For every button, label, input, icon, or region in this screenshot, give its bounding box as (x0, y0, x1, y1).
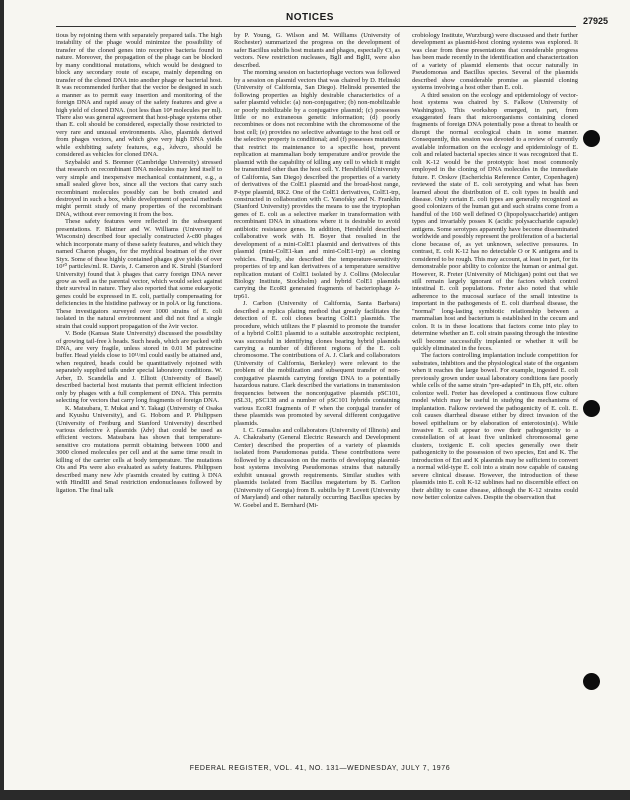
paragraph: by P. Young, G. Wilson and M. Williams (University of Rochester) summarized the progress on the development of safer Bacillus subtilis host mutants and phages, especially ¢3, as vectors. New restriction nucleases, BglI and BglII, were also described. (234, 32, 400, 69)
punch-hole (583, 673, 600, 690)
paragraph: crobiology Institute, Wurzburg) were discussed and their further development as plasmid-host cloning systems was explored. It was clear from these presentations that considerable progress has been made recently in the identification and characterization of a variety of plasmid elements that occur naturally in Pseudomonas and Bacillus species. Several of the plasmids described show considerable promise as plasmid cloning systems involving a host other than E. coli. (412, 32, 578, 92)
page-footer: FEDERAL REGISTER, VOL. 41, NO. 131—WEDNESDAY, JULY 7, 1976 (189, 765, 451, 772)
section-title: NOTICES (286, 12, 334, 23)
scan-edge-left (0, 0, 4, 800)
paragraph: V. Bode (Kansas State University) discussed the possibility of growing tail-free λ heads. Such heads, which are packed with DNA, are very fragile, unless stored in 0.01 M putrescine buffer. Head yields close to 10¹¹/ml could easily be attained and, when required, heads could be quantitatively rejoined with separately supplied tails under special laboratory conditions. W. Arber, D. Scandella and J. Elliott (University of Basel) described bacterial host mutants that permit efficient infection only by phages with a full complement of DNA. This permits selecting for vectors that carry long fragments of foreign DNA. (56, 330, 222, 405)
paragraph: These safety features were reflected in the subsequent presentations. F. Blattner and W. Williams (University of Wisconsin) described four specially constructed λ-c80 phages which incorporate many of these safety features, and which they named Charon phages, for the mythical boatman of the river Styx. Some of these highly contained phages give yields of over 10¹⁰ particles/ml. R. Davis, J. Cameron and K. Struhl (Stanford University) found that λ phages that carry foreign DNA never grow as well as the parental vector, which would select against their survival in nature. They also reported that some eukaryotic genes could be expressed in E. coli, partially compensating for deficiencies in the histidine pathway or in polA or lig functions. These investigators surveyed over 1000 strains of E. coli isolated in the natural environment and did not find a single strain that could support propagation of the λvir vector. (56, 218, 222, 330)
punch-hole (583, 130, 600, 147)
header-rule (56, 26, 576, 27)
page-number: 27925 (582, 16, 608, 26)
paragraph: J. Carbon (University of California, Santa Barbara) described a replica plating method that greatly facilitates the detection of E. coli clones bearing ColE1 plasmids. The procedure, which utilizes the F plasmid to promote the transfer of a hybrid ColE1 plasmid to a suitable auxotrophic recipient, was successful in identifying clones bearing hybrid plasmids carrying a number of different regions of the E. coli chromosome. The contributions of A. J. Clark and collaborators (University of California, Berkeley) were relevant to the problem of the mobilization and subsequent transfer of non-conjugative plasmids carrying foreign DNA to a potentially hazardous nature. Clark described the variations in transmission frequencies between the nonconjugative plasmids pSC101, pSL31, pSC138 and a number of pSC101 hybrids containing various EcoRI fragments of F when the conjugal transfer of these plasmids was promoted by several different conjugative plasmids. (234, 300, 400, 427)
page-header (56, 12, 608, 26)
punch-hole (583, 400, 600, 417)
paragraph: I. C. Gunsalus and collaborators (University of Illinois) and A. Chakrabarty (General Electric Research and Development Center) described the properties of a variety of plasmids isolated from Pseudomonas putida. These contributions were followed by a discussion on the merits of developing plasmid-host systems involving Pseudomonas strains that naturally exhibit unusual growth requirements. Similar studies with plasmids isolated from Bacillus megaterium by B. Carlton (University of Georgia) from B. subtilis by P. Lovett (University of Maryland) and other naturally occurring Bacillus species by W. Goebel and E. Bernhard (Mi- (234, 427, 400, 509)
paragraph: A third session on the ecology and epidemiology of vector-host systems was chaired by S. Falkow (University of Washington). This workshop emerged, in part, from exaggerated fears that microorganisms containing cloned fragments of foreign DNA potentially pose a threat to health or disrupt the normal ecological chain in some manner. Consequently, this session was devoted to a review of currently available information on the ecology and epidemiology of E. coli and related bacterial species since it was recognized that E. coli K-12 would be the prototypic host most commonly employed in the cloning of DNA molecules in the immediate future. F. Orskov (Escherichia Reference Center, Copenhagen) reviewed the state of E. coli serotyping and what has been learned about the distribution of E. coli types in health and disease. Only certain E. coli types are generally recognized as good colonizers of the human gut and such strains come from a handful of the 160 well defined O (lipopolysaccharide) antigen types and invariably posses K (acidic polysaccharide capsule) antigens. Some serotypes apparently have become disseminated worldwide and possibly represent the proliferation of a bacterial clone because of, as yet unknown, selective pressures. In contrast, E. coli K-12 has no detectable O or K antigens and is considered to be rough. This may account, at least in part, for its demonstrable poor ability to colonize the human or animal gut. However, R. Freter (University of Michigan) point out that we still remain largely ignorant of the factors which control intestinal E. coli populations. Freter also noted that while adherence to the mucosal surface of the small intestine is important in the pathogenesis of E. coli diarrheal disease, the "normal" long-lasting symbiotic relationship between a mammalian host and bacterium is established in the cecum and colon. It is in these locations that factors come into play to determine whether an E. coli strain passing through the intestine will become successfully implanted or whether it will be quickly eliminated in the feces. (412, 91, 578, 353)
column-3 (412, 32, 578, 738)
scan-edge-bottom (0, 790, 630, 800)
paragraph: The morning session on bacteriophage vectors was followed by a session on plasmid vectors that was chaired by D. Helinski (University of California, San Diego). Helinski presented the following properties as highly desirable characteristics of a safer plasmid vehicle: (a) non-conjugative; (b) non-mobilizable or poorly mobilizable by a conjugative plasmid; (c) possesses little or no extraneous genetic information; (d) poorly recombines or does not recombine with the chromosome of the host cell; (e) provides no selective advantage to the host cell or the selective property is conditional; and (f) possesses mutations that restrict its maintenance to a specific host, prevent replication at mammalian body temperature and/or provide the plasmid with the capability of killing any cell to which it might be transmitted other than the host cell. Y. Hershfield (University of California, San Diego) described the properties of a variety of derivatives of the ColE1 plasmid and the broad-host range, P-type plasmid, RK2. One of the ColE1 derivatives, ColE1-trp, constructed in collaboration with C. Yanofsky and N. Franklin (Stanford University) provides the means to use the tryptophan genes of E. coli as a selective marker in transformation with recombinant DNA in situations where it is desirable to avoid antibiotic resistance genes. In addition, Hershfield described collaborative work with H. Boyer that resulted in the development of a mini-ColE1 plasmid and derivatives of this plasmid (mini-ColE1-kan and mini-ColE1-trp) as cloning vehicles. Finally, she described the temperature-sensitivity properties of trp and kan derivatives of a temperature sensitive replication mutant of ColE1 isolated by J. Collins (Molecular Biology Institute, Stockholm) and hybrid ColE1 plasmids carrying the EcoRI generated fragments of bacteriophage λ-trp61. (234, 69, 400, 300)
column-2 (234, 32, 400, 738)
text-columns (56, 32, 584, 738)
paragraph: tious by rejoining them with separately prepared tails. The high instability of the phage would minimize the possibility of transfer of the cloned genes into receptive bacteria found in nature. Moreover, the propagation of the phage can be blocked by many conditional mutations, which would be designed to block any secondary route of escape, mainly depending on transfer of the cloned DNA into another phage or bacterial host. It was recommended further that the vector be designed in such a manner as to permit easy insertion and monitoring of the foreign DNA and rapid assay of the safety features and give a high yield of cloned DNA. (not less than 10⁸ molecules per ml). There also was general agreement that host-phage systems other than E. coli should be considered, especially those restricted to very rare and unusual environments. Also, plasmids derived from phages vectors, and which give very high DNA yields while exhibiting safety features, e.g., λdvcro, should be considered as vehicles for cloned DNA. (56, 32, 222, 159)
paragraph: K. Matsubara, T. Mukai and Y. Takagi (University of Osaka and Kyushu University), and G. Hobom and P. Philippsen (University of Freiburg and Stanford University) described various defective λ plasmids (λdv) that could be used as efficient vectors. Matsubara has shown that temperature-sensitive cro mutations permit obtaining between 1000 and 3000 cloned molecules per cell and at the same time result in killing of the carrier cells at body temperature. The mutations Ots and Pts were also evaluated as safety features. Philippsen described many new λdv p'asmids created by cutting λ DNA with HindIII and SmaI restriction endonucleases followed by ligation. The final talk (56, 404, 222, 494)
paragraph: Szybalski and S. Brenner (Cambridge University) stressed that research on recombinant DNA molecules may lend itself to very simple and inexpensive mechanical containment, e.g., a small sealed glove box, since all the vectors that carry such recombinant molecules possibly can be both created and destroyed in such a box, while development of special methods might permit study of many properties of the recombinant DNA, without ever removing it from the box. (56, 158, 222, 218)
column-1 (56, 32, 222, 738)
paragraph: The factors controlling implantation include competition for substrates, inhibitors and the physiological state of the organism when it reaches the large bowel. For example, ingested E. coli previously grown under usual laboratory conditions fare poorly while cells of the same strain "pre-adapted" in Eh, pH, etc. often colonize well. Freter has developed a continuous flow culture model which may be useful in studying the mechanisms of implantation. Falkow reviewed the pathogenicity of E. coli. E. coli causes diarrheal disease either by direct invasion of the bowel epithelium or by elaboration of enterotoxin(s). While invasive E. coli appear to owe their pathogenicity to a constellation of at least five unlinked chromosomal gene clusters, toxigenic E. coli species generally owe their pathogenicity to the possession of two species, Ent and K. The introduction of Ent and K plasmids may be sufficient to convert a normal wild-type E. coli into a strain now capable of causing severe clinical disease. However, the introduction of these plasmids into E. coli K-12 sublines had no discernible effect on their ability to cause disease, although the K-12 strains could now better colonize calves. Despite the observation that (412, 352, 578, 502)
